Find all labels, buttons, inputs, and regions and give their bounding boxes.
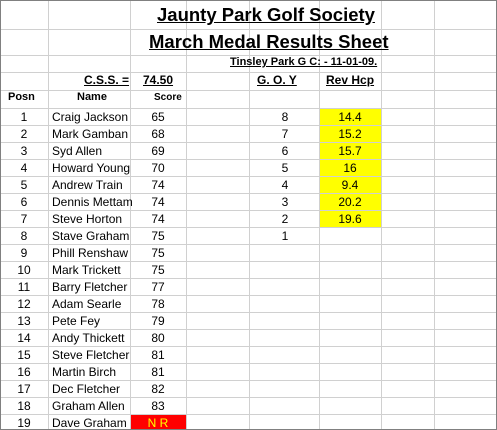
row-goy: 1 — [281, 229, 289, 243]
revhcp-header: Rev Hcp — [326, 73, 375, 87]
row-score: 82 — [151, 382, 165, 396]
row-goy: 2 — [281, 212, 289, 226]
row-score: 80 — [151, 331, 165, 345]
row-revhcp: 15.2 — [338, 127, 362, 141]
row-score: 74 — [151, 178, 165, 192]
row-posn: 11 — [17, 280, 31, 294]
row-name: Steve Horton — [52, 212, 123, 226]
css-label: C.S.S. = — [84, 73, 130, 87]
row-goy: 5 — [281, 161, 289, 175]
row-posn: 15 — [17, 348, 31, 362]
row-name: Andrew Train — [52, 178, 123, 192]
row-posn: 10 — [17, 263, 31, 277]
row-posn: 18 — [17, 399, 31, 413]
row-revhcp: 16 — [343, 161, 357, 175]
row-score: 81 — [151, 365, 165, 379]
row-name: Stave Graham — [52, 229, 130, 243]
row-name: Martin Birch — [52, 365, 117, 379]
row-goy: 3 — [281, 195, 289, 209]
row-name: Adam Searle — [52, 297, 122, 311]
row-score: 79 — [151, 314, 165, 328]
row-name: Dec Fletcher — [52, 382, 121, 396]
row-score: N R — [147, 416, 169, 430]
row-name: Pete Fey — [52, 314, 101, 328]
row-score: 75 — [151, 229, 165, 243]
row-posn: 4 — [20, 161, 28, 175]
row-score: 70 — [151, 161, 165, 175]
row-name: Graham Allen — [52, 399, 125, 413]
row-score: 83 — [151, 399, 165, 413]
row-posn: 6 — [20, 195, 28, 209]
row-goy: 6 — [281, 144, 289, 158]
row-score: 77 — [151, 280, 165, 294]
row-score: 74 — [151, 195, 165, 209]
row-posn: 13 — [17, 314, 31, 328]
row-name: Barry Fletcher — [52, 280, 128, 294]
score-header: Score — [154, 92, 182, 103]
row-name: Mark Gamban — [52, 127, 129, 141]
row-score: 65 — [151, 110, 165, 124]
row-goy: 8 — [281, 110, 289, 124]
row-revhcp: 14.4 — [338, 110, 362, 124]
row-score: 75 — [151, 263, 165, 277]
sheet-subtitle: March Medal Results Sheet — [149, 31, 389, 52]
row-score: 74 — [151, 212, 165, 226]
row-posn: 9 — [20, 246, 28, 260]
name-header: Name — [77, 91, 107, 103]
row-name: Mark Trickett — [52, 263, 121, 277]
row-revhcp: 20.2 — [338, 195, 362, 209]
row-goy: 7 — [281, 127, 289, 141]
row-name: Dave Graham — [52, 416, 127, 430]
row-name: Howard Young — [52, 161, 131, 175]
row-posn: 17 — [17, 382, 31, 396]
row-revhcp: 9.4 — [341, 178, 359, 192]
row-posn: 16 — [17, 365, 31, 379]
row-posn: 14 — [17, 331, 31, 345]
row-posn: 7 — [20, 212, 28, 226]
row-score: 81 — [151, 348, 165, 362]
row-name: Dennis Mettam — [52, 195, 133, 209]
sheet-title: Jaunty Park Golf Society — [157, 4, 375, 25]
row-name: Andy Thickett — [52, 331, 125, 345]
row-posn: 19 — [17, 416, 31, 430]
row-posn: 2 — [20, 127, 28, 141]
row-posn: 5 — [20, 178, 28, 192]
row-score: 69 — [151, 144, 165, 158]
row-score: 78 — [151, 297, 165, 311]
row-name: Craig Jackson — [52, 110, 129, 124]
venue-date: Tinsley Park G C: - 11-01-09. — [230, 56, 378, 68]
row-posn: 8 — [20, 229, 28, 243]
row-name: Steve Fletcher — [52, 348, 130, 362]
row-score: 75 — [151, 246, 165, 260]
row-posn: 3 — [20, 144, 28, 158]
css-value: 74.50 — [143, 73, 174, 87]
row-name: Phill Renshaw — [52, 246, 129, 260]
row-revhcp: 15.7 — [338, 144, 362, 158]
row-revhcp: 19.6 — [338, 212, 362, 226]
row-posn: 12 — [17, 297, 31, 311]
row-score: 68 — [151, 127, 165, 141]
goy-header: G. O. Y — [257, 73, 297, 87]
row-goy: 4 — [281, 178, 289, 192]
row-name: Syd Allen — [52, 144, 103, 158]
posn-header: Posn — [8, 91, 35, 103]
row-posn: 1 — [20, 110, 28, 124]
